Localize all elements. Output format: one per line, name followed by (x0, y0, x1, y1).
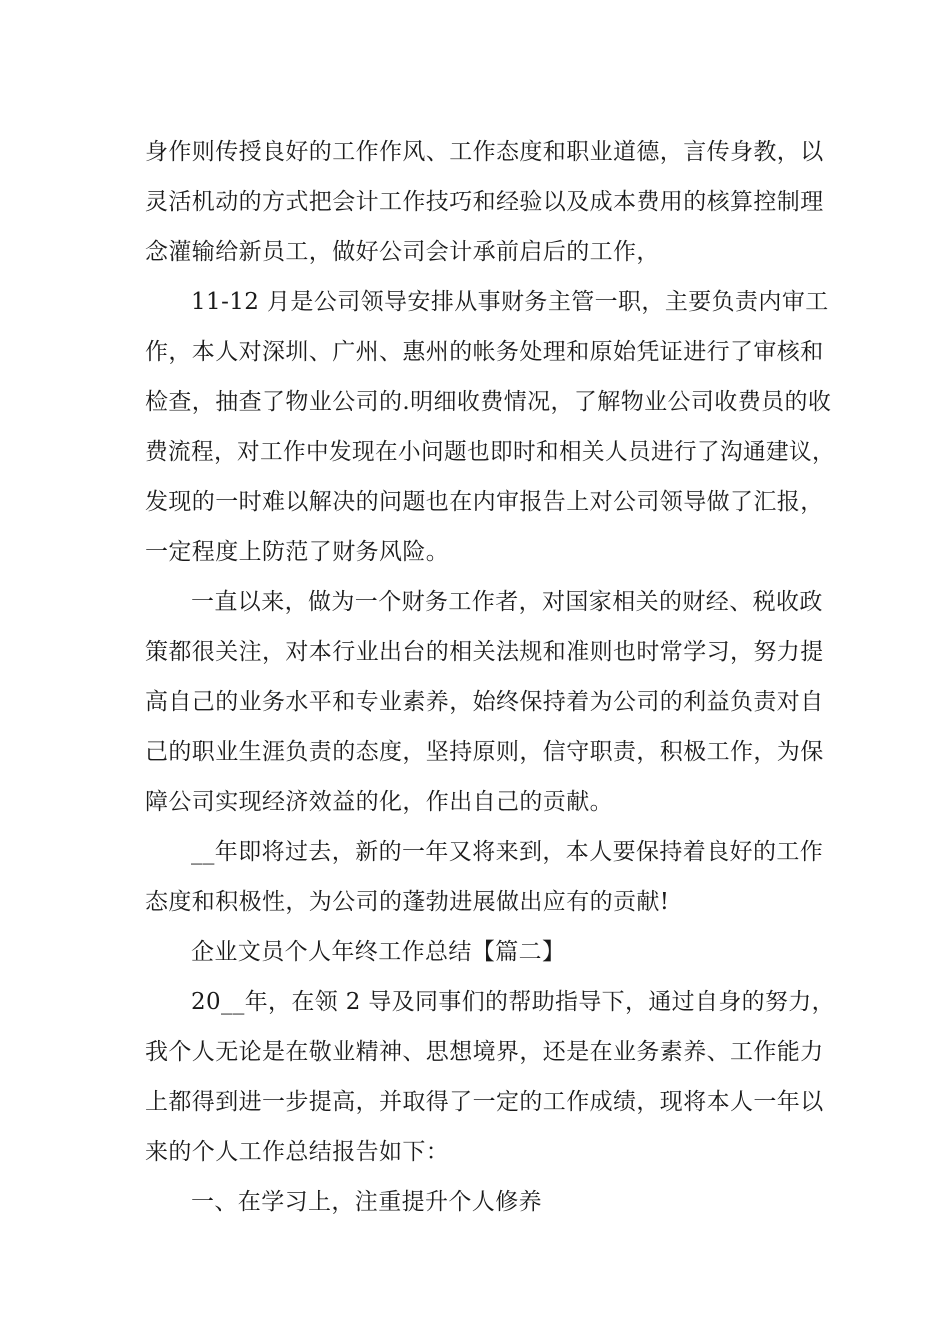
subsection-heading: 一、在学习上，注重提升个人修养 (191, 1189, 542, 1215)
text-line: 己的职业生涯负责的态度，坚持原则，信守职责，积极工作，为保 (145, 739, 824, 765)
text-line: 策都很关注，对本行业出台的相关法规和准则也时常学习，努力提 (145, 639, 824, 665)
text-line: __年即将过去，新的一年又将来到，本人要保持着良好的工作 (191, 839, 824, 865)
text-line: 我个人无论是在敬业精神、思想境界，还是在业务素养、工作能力 (145, 1039, 824, 1065)
document-body (145, 131, 835, 1231)
text-line: 高自己的业务水平和专业素养，始终保持着为公司的利益负责对自 (145, 689, 824, 715)
text-line: 灵活机动的方式把会计工作技巧和经验以及成本费用的核算控制理 (145, 189, 824, 215)
text-line: 作，本人对深圳、广州、惠州的帐务处理和原始凭证进行了审核和 (145, 339, 824, 365)
section-heading: 企业文员个人年终工作总结【篇二】 (191, 939, 566, 965)
text-line: 上都得到进一步提高，并取得了一定的工作成绩，现将本人一年以 (145, 1089, 824, 1115)
text-line: 检查，抽查了物业公司的.明细收费情况，了解物业公司收费员的收 (145, 389, 832, 415)
text-line: 20__年，在领 2 导及同事们的帮助指导下，通过自身的努力， (191, 989, 835, 1015)
text-line: 身作则传授良好的工作作风、工作态度和职业道德，言传身教，以 (145, 139, 824, 165)
text-line: 来的个人工作总结报告如下： (145, 1139, 450, 1165)
text-line: 费流程，对工作中发现在小问题也即时和相关人员进行了沟通建议， (145, 439, 835, 465)
text-line: 障公司实现经济效益的化，作出自己的贡献。 (145, 789, 613, 815)
text-line: 一定程度上防范了财务风险。 (145, 539, 450, 565)
text-line: 念灌输给新员工，做好公司会计承前启后的工作， (145, 239, 660, 265)
text-line: 态度和积极性，为公司的蓬勃进展做出应有的贡献! (145, 889, 670, 915)
text-line: 一直以来，做为一个财务工作者，对国家相关的财经、税收政 (191, 589, 823, 615)
text-line: 发现的一时难以解决的问题也在内审报告上对公司领导做了汇报， (145, 489, 824, 515)
text-line: 11-12 月是公司领导安排从事财务主管一职，主要负责内审工 (191, 289, 829, 315)
